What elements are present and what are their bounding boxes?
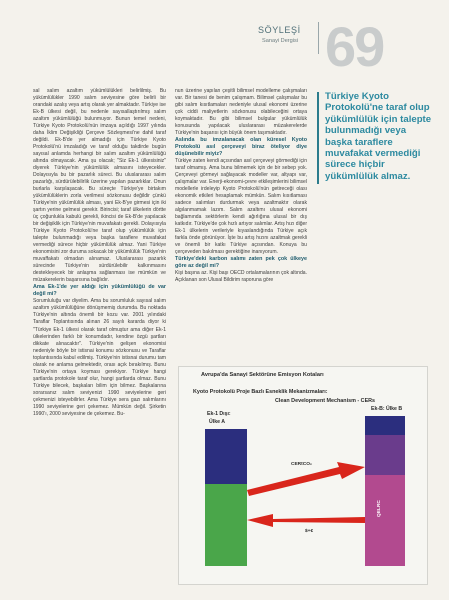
figure-subtitle: Kyoto Protokolü Proje Bazlı Esneklik Mekanizmaları: xyxy=(193,389,328,395)
middle-paragraph-3: Kişi başına az. Kişi başı OECD ortalamalarının çok altında. Açıklanan son Ulusal Bildirim raporuna göre xyxy=(175,270,307,284)
qelrc-label: QELRC xyxy=(377,500,382,517)
magazine-subtitle: Sanayi Dergisi xyxy=(262,38,299,44)
middle-column xyxy=(175,88,307,284)
magazine-name: SÖYLEŞİ xyxy=(258,25,301,35)
left-section-heading: Ama Ek-1'de yer aldığı için yükümlülüğü de var değil mi? xyxy=(33,284,166,298)
country-b-bar-top xyxy=(365,416,405,435)
payment-arrow xyxy=(247,514,365,527)
cdm-diagram xyxy=(179,367,427,584)
left-column xyxy=(33,88,166,418)
figure-title: Avrupa'da Sanayi Sektörüne Emisyon Kotaları xyxy=(201,372,324,378)
country-a-label-1: Ek-1 Dışı: xyxy=(207,411,231,417)
country-b-bar-middle xyxy=(365,435,405,475)
header-divider xyxy=(318,22,319,54)
country-a-bar-top xyxy=(205,429,247,484)
emission-quota-figure xyxy=(178,366,428,585)
left-paragraph: sal salım azaltım yükümlülükleri belirlilmiş. Bu yükümlülükler 1990 salım seviyesine göre belirli bir orandaki azalış veya artış olarak yer almaktadır. Türkiye ise Ek-B ülkesi değil, bu nedenle sayısallaştırılmış salım azaltım yükümlülüğü bulunmuyor. Bunun temel nedeni, Türkiye Kyoto Protokolü'nün imzaya açıldığı 1997 yılında daha İklim Değişikliği Çerçeve Sözleşmesi'ne dahil taraf değildi. Ek-B'de yer almadığı için Türkiye Kyoto Protokolü'nü imzaladığı ve taraf olduğu takdirde bugün sayısal anlamda herhangi bir salım azaltım yükümlülüğü altında olmayacak. Ama şu olacak; "Siz Ek-1 ülkesisiniz" diyerek Türkiye'nin yükümlülük almasını isteyecekler. Dolayısıyla bu bir pazarlık süreci. Bu uluslararası salım pazarlığı, sürdürülebilirlik üzerine yapılan pazarlıklar. Onun burlarla karşılaşacak. Bu süreçte Türkiye'ye birtakım yükümlülüklerin zorla verilmesi sözkonusu değildir çünkü Türkiye'nin yükümlülük alması, yani Ek-B'ye girmesi için iki şartın yerine gelmesi gerekir. Birincisi; taraf ülkelerin dörtte üç çoğunlukla kabulü gerekli, ikincisi de Ek-B'de yapılacak bir değişiklik için Türkiye'nin muvafakatı gerekli. Dolayısıyla Türkiye Kyoto Protokolü'ne taraf olup yükümlülük için talepte bulunmadığı veya başka taraflere muvafakat vermediği sürece hiçbir yükümlülük almaz. Yani Türkiye ekonomisini zor duruma sokacak bir yükümlülük Türkiye'nin muvaffakatı olmadan alınamaz. Uluslararası pazarlık sürecinde Türkiye'nin sürdürülebilir kalkınmasını destekleyecek bir anlaşma sağlanması ise mümkün ve müzakerelerin başarısına bağlıdır. xyxy=(33,88,166,284)
payment-arrow-label: $+€ xyxy=(305,529,314,534)
cer-arrow xyxy=(247,462,365,496)
country-a-bar-bottom xyxy=(205,484,247,566)
middle-section-heading-2: Türkiye'deki karbon salımı zaten pek çok ülkeye göre az değil mi? xyxy=(175,256,307,270)
country-a-label-2: Ülke A xyxy=(209,419,225,425)
figure-subtitle-2: Clean Development Mechanism - CERs xyxy=(275,398,376,404)
country-b-label: Ek-B: Ülke B xyxy=(371,406,403,412)
pull-quote: Türkiye Kyoto Protokolü'ne taraf olup yükümlülük için talepte bulunmadığı veya başka taraflere muvafakat vermediği sürece hiçbir yükümlülük almaz. xyxy=(325,91,432,182)
middle-paragraph-2: Türkiye zaten kendi açısından asıl çerçeveyi görmediği için taraf olmamış. Ama bunu bilmemek için de bir sebep yok. Çerçeveyi görmeyi sağlayacak modeller var, altyapı var, çalışmalar var. Enerji-ekonomi-çevre etkileşimlerini bilimsel modellerle irdeleyip Kyoto Protokolü'nün getireceği olası ekonomik etkileri hesaplamak mümkün. Salım kısıtlaması sadece salımları durdurmak veya azaltmaktır olarak algılanmamak lazım. Salım azaltımı ulusal ekonomi bağlamında sektörlerin kendi ağırlığına ulusal bir dış katkıdır. Türkiye'de çok hızlı artıyor salımlar. Artış hızı diğer Ek-1 ülkelerin verileriyle kıyaslandığında Türkiye açık farkla önde görünüyor. İşte bu artış hızını azaltmak gerekli ve önemli bir katkı Türkiye açısından. Konuya bu çerçeveden bakılması gerektiğine inanıyorum. xyxy=(175,158,307,256)
cer-arrow-label: CERtCO₂ xyxy=(291,462,313,467)
pull-quote-bar xyxy=(317,92,319,184)
left-paragraph-2: Sorumluluğu var diyelim. Ama bu sorumluluk sayısal salım azaltım yükümlülüğüne dönüşmemiş durumda. Bu noktada Türkiye'nin altında önemli bir kozu var. 2001 yılındaki Taraflar Toplantısında alınan 26 sayılı kararda diyor ki "Türkiye Ek-1 ülkesi olarak taraf olmuştur ama diğer Ek-1 ülkelerinden farklı bir konumdadır, kendine özgü şartları dikkate alınacaktır". Türkiye'nin gelişen ekonomisi nedeniyle böyle bir istisnai konumu sözkonusu ve Taraflar toplantısında kabul edilmiş. Türkiye'nin istisnai durumu tam olarak ne anlama gelmektedir, orası açık bırakılmış. Bunu Türkiye'nin ortaya koyması gerekiyor. Türkiye hangi şartlarda protokole taraf olur, hangi şartlarda olmaz. Bunu Türkiye bilecek, başkaları bilim için bilmez. Başkalarına sorarsanız salım seviyenizi 1990 seviyelerine geri çekmenizi isteyebilirler. Ama Türkiye sera gazı salımlarını 1990 seviyelerine geri çekemez. Mümkün değil. Şirketin 1990'ı, 2000 seviyesine de çekemez. Bu- xyxy=(33,298,166,417)
middle-paragraph: nun üzerine yapılan çeşitli bilimsel modelleme çalışmaları var. Bir tanesi de benim çalışmam. Bilimsel çalışmalar bu gibi salım kısıtlamaları nedeniyle ulusal ekonomi üzerine çok ciddi maliyetlerin sözkonusu olabileceğini ortaya koymaktadır. Bu gibi bilimsel bulgular yükümlülük konusunda yapılacak uluslararası müzakerelerde Türkiye'nin başarısı için büyük önem taşımaktadır. xyxy=(175,88,307,137)
middle-section-heading: Aslında bu imzalanacak olan küresel Kyoto Protokolü asıl çerçeveyi biraz öteliyor diye düşünebilir miyiz? xyxy=(175,137,307,158)
page-number: 69 xyxy=(325,15,384,78)
country-b-bar-lower xyxy=(365,475,405,566)
